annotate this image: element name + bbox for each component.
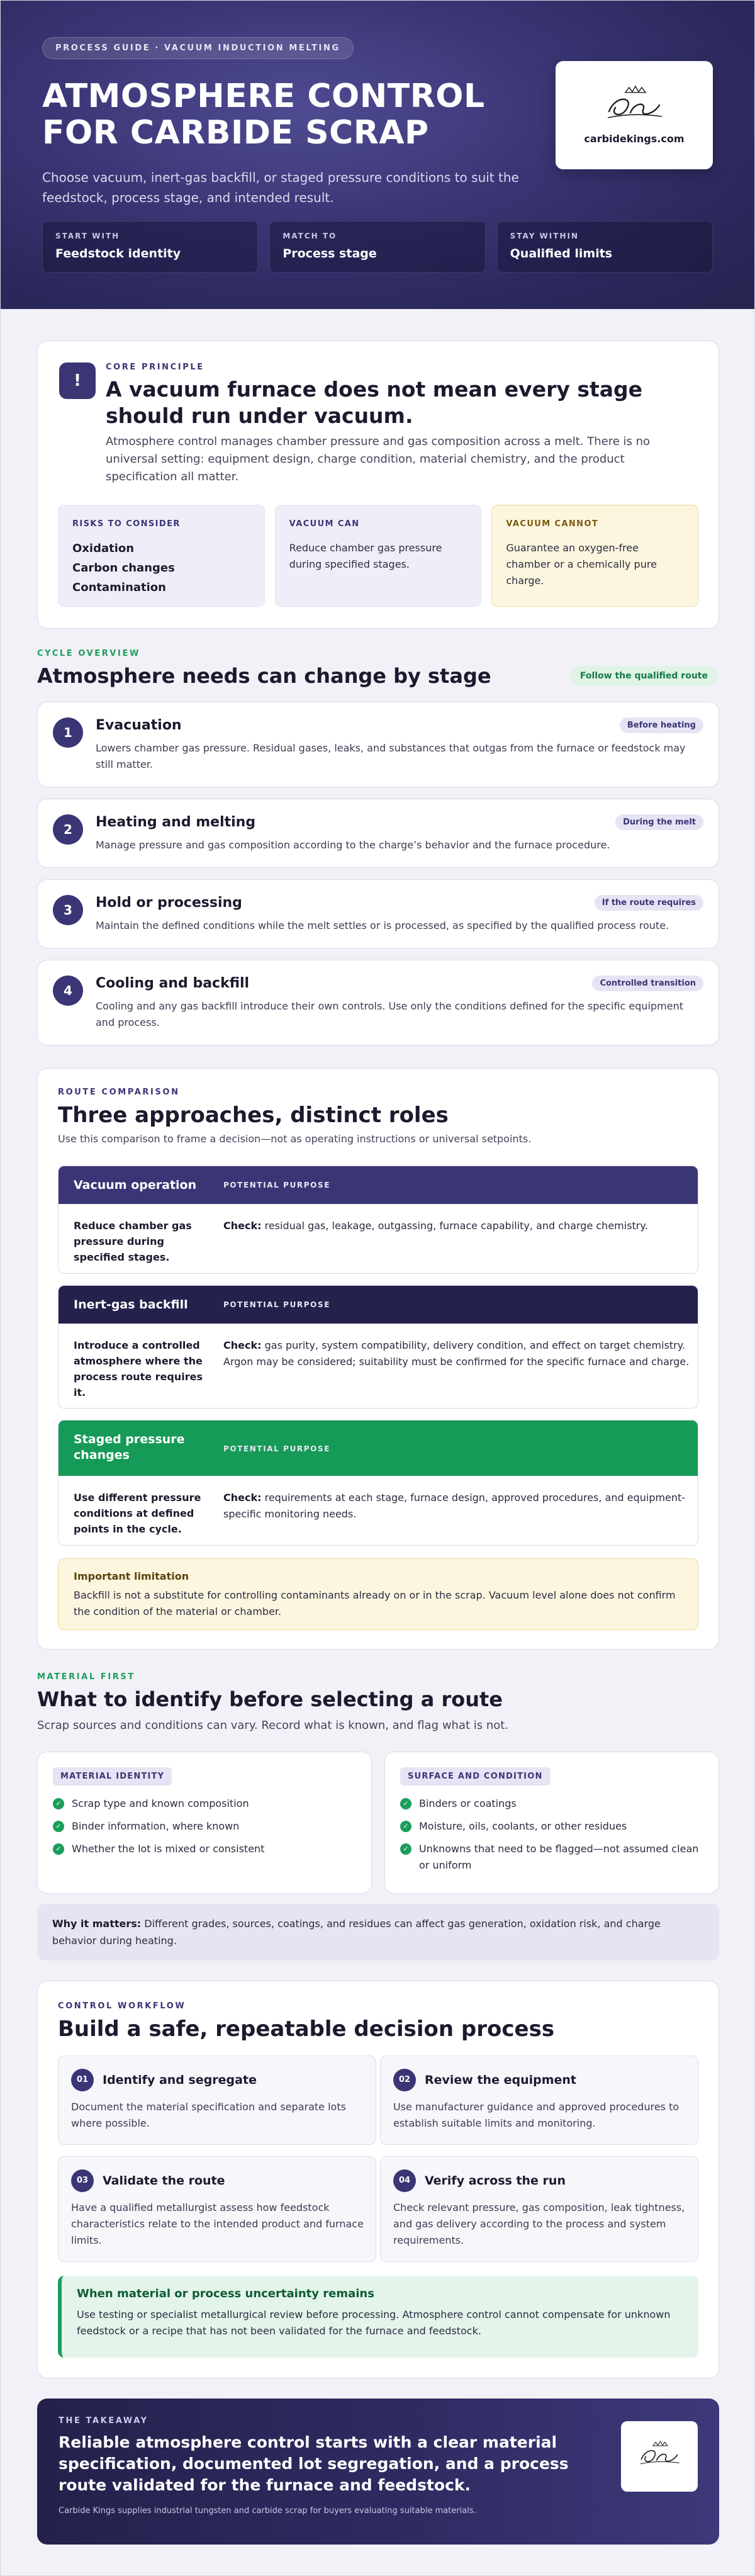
step-title: Cooling and backfill <box>96 976 250 991</box>
takeaway-footer: Carbide Kings supplies industrial tungsten and carbide scrap for buyers evaluating suitable materials. <box>59 2506 476 2516</box>
workflow-step <box>380 2156 698 2262</box>
why-it-matters <box>37 1904 719 1960</box>
step-title: Heating and melting <box>96 814 256 830</box>
workflow-step-title: Review the equipment <box>425 2073 576 2087</box>
surface-list <box>400 1796 703 1874</box>
limitation-text: Backfill is not a substitute for controlling contaminants already on or in the scrap. Vacuum level alone does not confirm the condition of the material or chamber. <box>74 1589 676 1617</box>
takeaway-banner <box>37 2399 719 2545</box>
risk-item: Oxidation <box>72 542 135 555</box>
approach-name: Inert-gas backfill <box>74 1298 188 1312</box>
list-item: ✓ Scrap type and known composition <box>53 1796 356 1812</box>
approach-purpose: Reduce chamber gas pressure during specified stages. <box>74 1220 192 1263</box>
approach-header <box>59 1420 698 1476</box>
cycle-step <box>37 702 719 787</box>
takeaway-logo-icon <box>621 2421 698 2492</box>
approach-header <box>59 1166 698 1204</box>
step-desc: Cooling and any gas backfill introduce their own controls. Use only the conditions defined for the specific equipment and process. <box>96 1000 684 1028</box>
workflow-step-number: 01 <box>71 2069 94 2091</box>
material-subtitle: Scrap sources and conditions can vary. Record what is known, and flag what is not. <box>37 1719 509 1732</box>
material-identity-card <box>37 1752 372 1894</box>
check-label: Check: <box>223 1339 262 1351</box>
purpose-label: POTENTIAL PURPOSE <box>223 1444 330 1453</box>
check-icon: ✓ <box>400 1843 411 1855</box>
risk-item: Carbon changes <box>72 561 175 575</box>
workflow-step-desc: Have a qualified metallurgist assess how feedstock characteristics relate to the intended product and furnace limits. <box>71 2202 364 2246</box>
hero-tiles <box>42 221 713 273</box>
compare-subtitle: Use this comparison to frame a decision—not as operating instructions or universal setpoints. <box>58 1133 532 1145</box>
cycle-step <box>37 879 719 948</box>
tile-value: Process stage <box>282 247 377 261</box>
vacuum-cannot-box <box>491 505 698 607</box>
list-item: ✓ Whether the lot is mixed or consistent <box>53 1841 356 1857</box>
risks-title: RISKS TO CONSIDER <box>72 519 181 529</box>
material-identity-chip: MATERIAL IDENTITY <box>53 1767 172 1786</box>
logo-link[interactable]: carbidekings.com <box>584 133 685 145</box>
core-boxes <box>58 505 698 607</box>
check-icon: ✓ <box>53 1798 64 1809</box>
purpose-label: POTENTIAL PURPOSE <box>223 1181 330 1190</box>
step-number: 4 <box>53 976 83 1006</box>
tile-match <box>269 221 485 273</box>
uncertainty-text: Use testing or specialist metallurgical review before processing. Atmosphere control cannot compensate for unknown feedstock or a recipe that has not been validated for the furnace and feedstock. <box>77 2309 671 2337</box>
approach-check <box>223 1337 698 1370</box>
workflow-step-title: Validate the route <box>103 2174 225 2188</box>
vacuum-can-title: VACUUM CAN <box>289 519 360 529</box>
identity-list <box>53 1796 356 1857</box>
step-title: Evacuation <box>96 717 182 733</box>
step-tag: Before heating <box>620 717 703 733</box>
vacuum-cannot-text: Guarantee an oxygen-free chamber or a chemically pure charge. <box>506 542 657 587</box>
tile-label: STAY WITHIN <box>510 232 579 240</box>
check-text: gas purity, system compatibility, delivery condition, and effect on target chemistry. Argon may be considered; suitability must be confirmed for the specific furnace and charge. <box>223 1339 690 1368</box>
risk-item: Contamination <box>72 581 166 594</box>
list-item: ✓ Unknowns that need to be flagged—not assumed clean or uniform <box>400 1841 703 1874</box>
step-desc: Manage pressure and gas composition according to the charge’s behavior and the furnace procedure. <box>96 839 610 851</box>
vacuum-can-text: Reduce chamber gas pressure during specified stages. <box>289 542 442 570</box>
workflow-eyebrow: CONTROL WORKFLOW <box>58 2001 186 2011</box>
core-paragraph: Atmosphere control manages chamber pressure and gas composition across a melt. There is no universal setting: equipment design, charge condition, material chemistry, and the product specification all matter. <box>106 435 651 483</box>
step-title: Hold or processing <box>96 895 242 911</box>
workflow-step-title: Verify across the run <box>425 2174 566 2188</box>
cycle-eyebrow: CYCLE OVERVIEW <box>37 649 140 658</box>
compare-eyebrow: ROUTE COMPARISON <box>58 1088 180 1097</box>
why-text: Different grades, sources, coatings, and residues can affect gas generation, oxidation risk, and charge behavior during heating. <box>52 1918 661 1947</box>
workflow-step <box>58 2056 376 2145</box>
approach-purpose: Use different pressure conditions at defined points in the cycle. <box>74 1492 201 1535</box>
check-icon: ✓ <box>53 1843 64 1855</box>
check-label: Check: <box>223 1220 262 1232</box>
tile-start <box>42 221 258 273</box>
tile-label: MATCH TO <box>282 232 337 240</box>
core-principle-card <box>37 340 719 629</box>
cycle-step <box>37 960 719 1045</box>
check-icon: ✓ <box>400 1798 411 1809</box>
purpose-label: POTENTIAL PURPOSE <box>223 1300 330 1309</box>
compare-title: Three approaches, distinct roles <box>58 1103 449 1128</box>
workflow-step-number: 03 <box>71 2169 94 2192</box>
route-comparison-card <box>37 1068 719 1650</box>
surface-condition-chip: SURFACE AND CONDITION <box>400 1767 551 1786</box>
why-label: Why it matters: <box>52 1918 142 1930</box>
brand-logo-icon <box>556 84 713 127</box>
approach-inert-gas <box>58 1285 698 1409</box>
approach-vacuum <box>58 1166 698 1274</box>
qualified-route-badge: Follow the qualified route <box>570 666 718 686</box>
list-item: ✓ Binder information, where known <box>53 1818 356 1835</box>
vacuum-cannot-title: VACUUM CANNOT <box>506 519 599 529</box>
tile-value: Feedstock identity <box>55 247 181 261</box>
approach-staged-pressure <box>58 1420 698 1546</box>
check-icon: ✓ <box>53 1821 64 1832</box>
guide-pill: PROCESS GUIDE · VACUUM INDUCTION MELTING <box>42 37 354 59</box>
workflow-step-desc: Check relevant pressure, gas composition, leak tightness, and gas delivery according to the process and system requirements. <box>393 2202 685 2246</box>
workflow-step-desc: Document the material specification and separate lots where possible. <box>71 2101 346 2129</box>
workflow-title: Build a safe, repeatable decision process <box>58 2016 555 2042</box>
uncertainty-title: When material or process uncertainty remains <box>77 2287 374 2300</box>
takeaway-title: Reliable atmosphere control starts with a clear material specification, documented lot segregation, and a process route validated for the furnace and feedstock. <box>59 2433 569 2494</box>
step-desc: Maintain the defined conditions while the melt settles or is processed, as specified by the qualified process route. <box>96 920 669 931</box>
workflow-step <box>380 2056 698 2145</box>
hero-banner <box>1 1 754 309</box>
takeaway-eyebrow: THE TAKEAWAY <box>59 2416 148 2426</box>
alert-icon: ! <box>59 363 96 399</box>
approach-name: Vacuum operation <box>74 1178 197 1192</box>
hero-lead: Choose vacuum, inert-gas backfill, or staged pressure conditions to suit the feedstock, process stage, and intended result. <box>42 170 519 205</box>
risks-box <box>58 505 265 607</box>
step-number: 3 <box>53 895 83 925</box>
workflow-step <box>58 2156 376 2262</box>
logo-card[interactable] <box>556 61 713 169</box>
step-tag: During the melt <box>615 814 703 830</box>
material-eyebrow: MATERIAL FIRST <box>37 1672 135 1682</box>
tile-value: Qualified limits <box>510 247 613 261</box>
workflow-step-number: 02 <box>393 2069 416 2091</box>
list-item: ✓ Binders or coatings <box>400 1796 703 1812</box>
step-number: 2 <box>53 814 83 845</box>
vacuum-can-box <box>275 505 482 607</box>
material-title: What to identify before selecting a route <box>37 1687 503 1711</box>
approach-header <box>59 1286 698 1324</box>
step-tag: If the route requires <box>595 895 703 911</box>
workflow-step-number: 04 <box>393 2169 416 2192</box>
control-workflow-card <box>37 1981 719 2378</box>
uncertainty-callout <box>58 2276 698 2358</box>
surface-condition-card <box>384 1752 719 1894</box>
limitation-callout <box>58 1558 698 1630</box>
page-title: ATMOSPHERE CONTROL FOR CARBIDE SCRAP <box>42 77 485 152</box>
step-tag: Controlled transition <box>592 976 703 991</box>
tile-label: START WITH <box>55 232 120 240</box>
core-eyebrow: CORE PRINCIPLE <box>106 363 204 372</box>
tile-stay <box>497 221 713 273</box>
core-title: A vacuum furnace does not mean every stage should run under vacuum. <box>106 377 643 428</box>
workflow-step-title: Identify and segregate <box>103 2073 257 2087</box>
approach-check <box>223 1490 698 1522</box>
check-icon: ✓ <box>400 1821 411 1832</box>
approach-check <box>223 1218 698 1234</box>
list-item: ✓ Moisture, oils, coolants, or other residues <box>400 1818 703 1835</box>
workflow-step-desc: Use manufacturer guidance and approved procedures to establish suitable limits and monitoring. <box>393 2101 680 2129</box>
check-text: requirements at each stage, furnace design, approved procedures, and equipment-specific monitoring needs. <box>223 1492 686 1520</box>
check-text: residual gas, leakage, outgassing, furnace capability, and charge chemistry. <box>261 1220 648 1232</box>
cycle-step <box>37 799 719 868</box>
check-label: Check: <box>223 1492 262 1504</box>
approach-name: Staged pressure changes <box>74 1432 185 1462</box>
approach-purpose: Introduce a controlled atmosphere where the process route requires it. <box>74 1339 203 1398</box>
step-number: 1 <box>53 717 83 748</box>
limitation-title: Important limitation <box>74 1570 189 1582</box>
cycle-title: Atmosphere needs can change by stage <box>37 664 491 688</box>
step-desc: Lowers chamber gas pressure. Residual gases, leaks, and substances that outgas from the furnace or feedstock may still matter. <box>96 742 686 770</box>
